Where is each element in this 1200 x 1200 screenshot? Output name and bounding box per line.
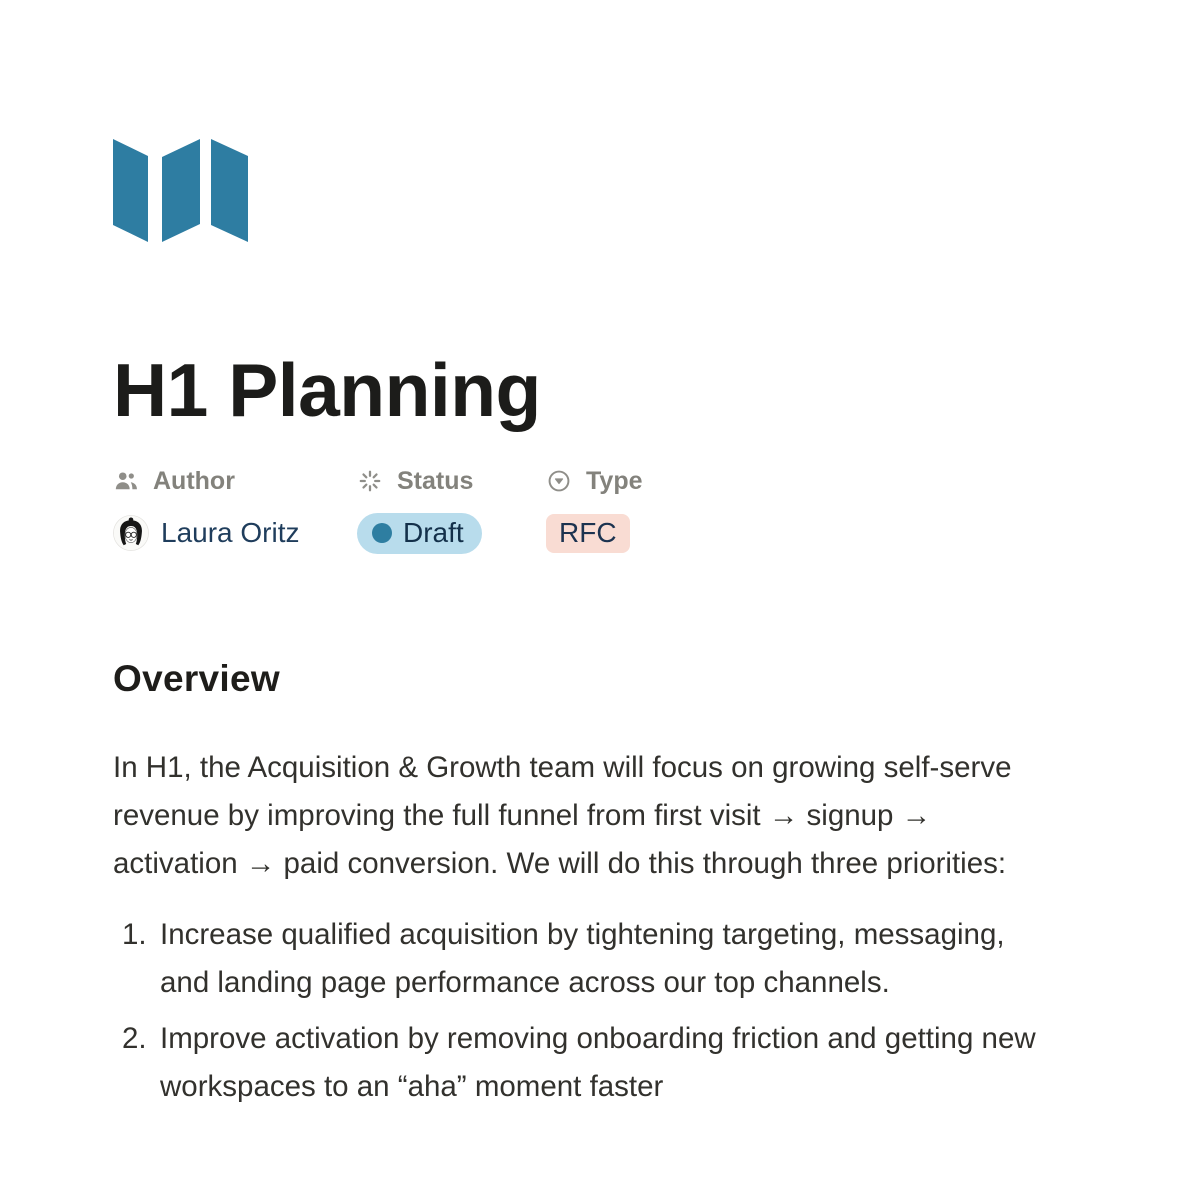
property-label-text: Author — [153, 466, 235, 495]
list-item-text: Improve activation by removing onboarding friction and getting new workspaces to an “aha” moment faster — [160, 1022, 1036, 1103]
overview-paragraph[interactable]: In H1, the Acquisition & Growth team will focus on growing self-serve revenue by improving the full funnel from first visit → signup → activation → paid conversion. We will do this through three priorities: — [113, 751, 1012, 880]
list-number: 1. — [122, 918, 147, 951]
avatar-illustration — [113, 515, 149, 551]
page-icon[interactable] — [113, 139, 248, 242]
property-label-status[interactable] — [357, 466, 546, 496]
list-item-text: Increase qualified acquisition by tightening targeting, messaging, and landing page performance across our top channels. — [160, 918, 1005, 999]
map-icon — [113, 139, 248, 242]
spinner-icon — [357, 468, 383, 494]
priorities-list — [113, 911, 1060, 1111]
document-page — [0, 139, 1200, 1111]
list-item[interactable] — [113, 911, 1060, 1007]
property-author — [113, 466, 357, 554]
property-label-author[interactable] — [113, 466, 357, 496]
type-text: RFC — [559, 517, 617, 548]
people-icon — [113, 468, 139, 494]
property-value-author[interactable] — [113, 512, 357, 554]
property-type — [546, 466, 1060, 554]
type-badge — [546, 514, 630, 553]
status-dot-icon — [372, 523, 392, 543]
property-label-text: Status — [397, 466, 474, 495]
page-title[interactable]: H1 Planning — [113, 348, 541, 432]
avatar — [113, 515, 149, 551]
property-value-status[interactable] — [357, 512, 546, 554]
list-item[interactable] — [113, 1015, 1060, 1111]
property-label-type[interactable] — [546, 466, 1060, 496]
select-icon — [546, 468, 572, 494]
properties-panel — [113, 466, 1060, 554]
section-heading[interactable]: Overview — [113, 658, 280, 699]
property-label-text: Type — [586, 466, 643, 495]
status-pill — [357, 513, 482, 554]
property-value-type[interactable] — [546, 512, 1060, 554]
property-status — [357, 466, 546, 554]
status-text: Draft — [403, 517, 464, 548]
author-name: Laura Oritz — [161, 517, 300, 548]
list-number: 2. — [122, 1022, 147, 1055]
